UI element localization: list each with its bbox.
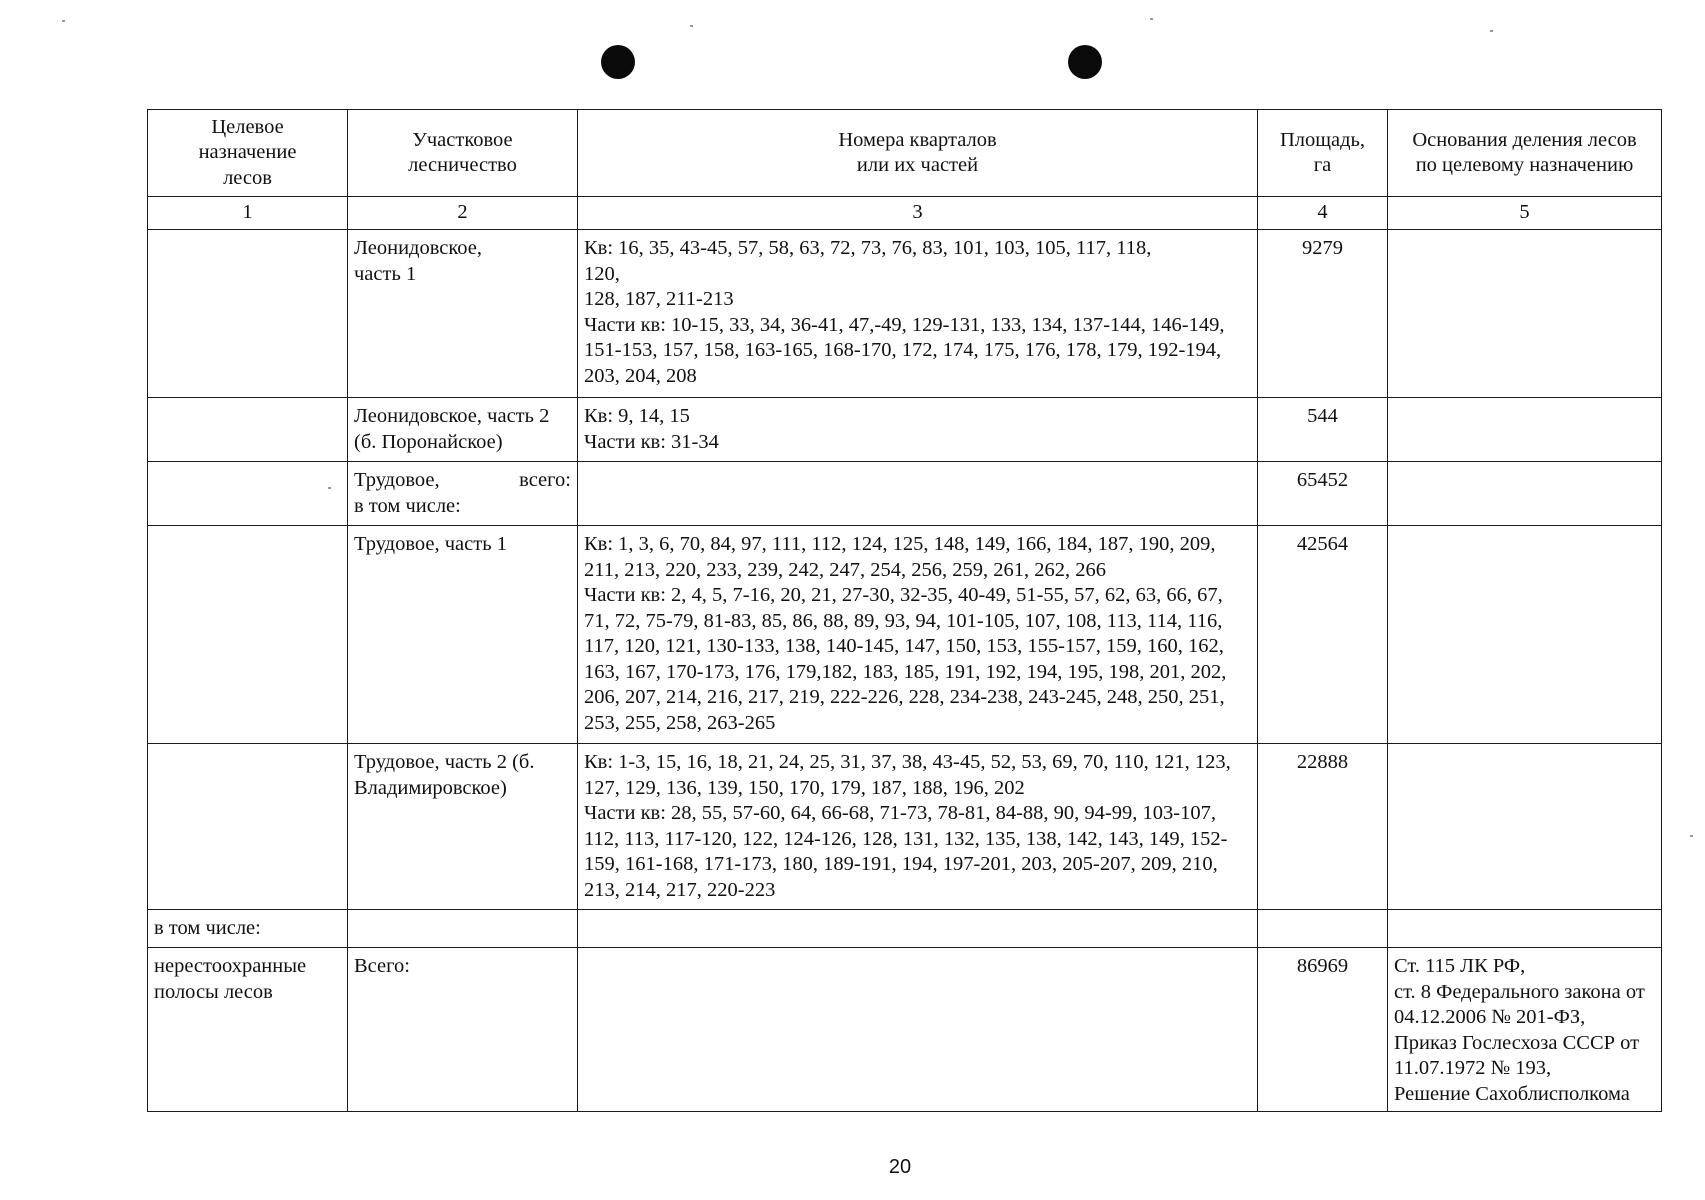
forestry-cell bbox=[348, 462, 578, 526]
purpose-cell bbox=[148, 462, 348, 526]
area-cell: 86969 bbox=[1258, 948, 1388, 1112]
area-cell: 42564 bbox=[1258, 526, 1388, 744]
basis-cell: Ст. 115 ЛК РФ, ст. 8 Федерального закона от 04.12.2006 № 201-ФЗ, Приказ Гослесхоза СССР от 11.07.1972 № 193, Решение Сахоблисполкома bbox=[1388, 948, 1662, 1112]
forestry-name: Трудовое, bbox=[354, 469, 440, 491]
basis-cell bbox=[1388, 910, 1662, 948]
header-blocks: Номера кварталов или их частей bbox=[578, 110, 1258, 197]
scan-speck bbox=[1690, 835, 1693, 837]
punch-hole-left bbox=[601, 45, 635, 79]
basis-cell bbox=[1388, 398, 1662, 462]
area-cell: 65452 bbox=[1258, 462, 1388, 526]
scan-speck bbox=[690, 25, 693, 27]
forestry-cell bbox=[348, 910, 578, 948]
header-basis: Основания деления лесов по целевому назначению bbox=[1388, 110, 1662, 197]
blocks-cell bbox=[578, 910, 1258, 948]
forestry-cell: Трудовое, часть 2 (б. Владимировское) bbox=[348, 744, 578, 910]
purpose-cell bbox=[148, 230, 348, 398]
forestry-cell: Леонидовское, часть 1 bbox=[348, 230, 578, 398]
page-number: 20 bbox=[888, 1156, 912, 1178]
blocks-cell: Кв: 1-3, 15, 16, 18, 21, 24, 25, 31, 37, 38, 43-45, 52, 53, 69, 70, 110, 121, 123, 127, 129, 136, 139, 150, 170, 179, 187, 188, 196, 202 Части кв: 28, 55, 57-60, 64, 66-68, 71-73, 78-81, 84-88, 90, 94-99, 103-107, 112, 113, 117-120, 122, 124-126, 128, 131, 132, 135, 138, 142, 143, 149, 152-159, 161-168, 171-173, 180, 189-191, 194, 197-201, 203, 205-207, 209, 210, 213, 214, 217, 220-223 bbox=[578, 744, 1258, 910]
scan-speck bbox=[1150, 18, 1153, 20]
column-number: 1 bbox=[148, 197, 348, 230]
basis-cell bbox=[1388, 462, 1662, 526]
table-row bbox=[148, 910, 1662, 948]
area-cell: 22888 bbox=[1258, 744, 1388, 910]
table-row bbox=[148, 526, 1662, 744]
basis-cell bbox=[1388, 526, 1662, 744]
column-number: 5 bbox=[1388, 197, 1662, 230]
forestry-total-label: всего: bbox=[519, 469, 571, 491]
punch-hole-right bbox=[1068, 45, 1102, 79]
header-forestry: Участковое лесничество bbox=[348, 110, 578, 197]
basis-cell bbox=[1388, 744, 1662, 910]
area-cell: 9279 bbox=[1258, 230, 1388, 398]
column-number: 3 bbox=[578, 197, 1258, 230]
purpose-cell bbox=[148, 744, 348, 910]
scan-speck bbox=[62, 20, 65, 22]
blocks-cell bbox=[578, 948, 1258, 1112]
table-row bbox=[148, 744, 1662, 910]
blocks-cell bbox=[578, 462, 1258, 526]
area-cell: 544 bbox=[1258, 398, 1388, 462]
scan-speck bbox=[328, 487, 331, 489]
forestry-cell: Леонидовское, часть 2 (б. Поронайское) bbox=[348, 398, 578, 462]
blocks-cell: Кв: 16, 35, 43-45, 57, 58, 63, 72, 73, 76, 83, 101, 103, 105, 117, 118, 120, 128, 187, 211-213 Части кв: 10-15, 33, 34, 36-41, 47,-49, 129-131, 133, 134, 137-144, 146-149, 151-153, 157, 158, 163-165, 168-170, 172, 174, 175, 176, 178, 179, 192-194, 203, 204, 208 bbox=[578, 230, 1258, 398]
purpose-cell: в том числе: bbox=[148, 910, 348, 948]
forestry-cell: Трудовое, часть 1 bbox=[348, 526, 578, 744]
column-number-row bbox=[148, 197, 1662, 230]
blocks-cell: Кв: 1, 3, 6, 70, 84, 97, 111, 112, 124, 125, 148, 149, 166, 184, 187, 190, 209, 211, 213, 220, 233, 239, 242, 247, 254, 256, 259, 261, 262, 266 Части кв: 2, 4, 5, 7-16, 20, 21, 27-30, 32-35, 40-49, 51-55, 57, 62, 63, 66, 67, 71, 72, 75-79, 81-83, 85, 86, 88, 89, 93, 94, 101-105, 107, 108, 113, 114, 116, 117, 120, 121, 130-133, 138, 140-145, 147, 150, 153, 155-157, 159, 160, 162, 163, 167, 170-173, 176, 179,182, 183, 185, 191, 192, 194, 195, 198, 201, 202, 206, 207, 214, 216, 217, 219, 222-226, 228, 234-238, 243-245, 248, 250, 251, 253, 255, 258, 263-265 bbox=[578, 526, 1258, 744]
column-number: 2 bbox=[348, 197, 578, 230]
blocks-cell: Кв: 9, 14, 15 Части кв: 31-34 bbox=[578, 398, 1258, 462]
area-cell bbox=[1258, 910, 1388, 948]
header-area: Площадь, га bbox=[1258, 110, 1388, 197]
table-row bbox=[148, 230, 1662, 398]
purpose-cell bbox=[148, 526, 348, 744]
scan-speck bbox=[1490, 30, 1493, 32]
basis-cell bbox=[1388, 230, 1662, 398]
table-row bbox=[148, 398, 1662, 462]
table-row bbox=[148, 462, 1662, 526]
purpose-cell bbox=[148, 398, 348, 462]
table-header-row bbox=[148, 110, 1662, 197]
purpose-cell: нерестоохранные полосы лесов bbox=[148, 948, 348, 1112]
forest-purpose-table bbox=[147, 109, 1662, 1112]
forestry-including-label: в том числе: bbox=[354, 494, 461, 517]
forestry-cell: Всего: bbox=[348, 948, 578, 1112]
column-number: 4 bbox=[1258, 197, 1388, 230]
header-purpose: Целевое назначение лесов bbox=[148, 110, 348, 197]
table-row bbox=[148, 948, 1662, 1112]
